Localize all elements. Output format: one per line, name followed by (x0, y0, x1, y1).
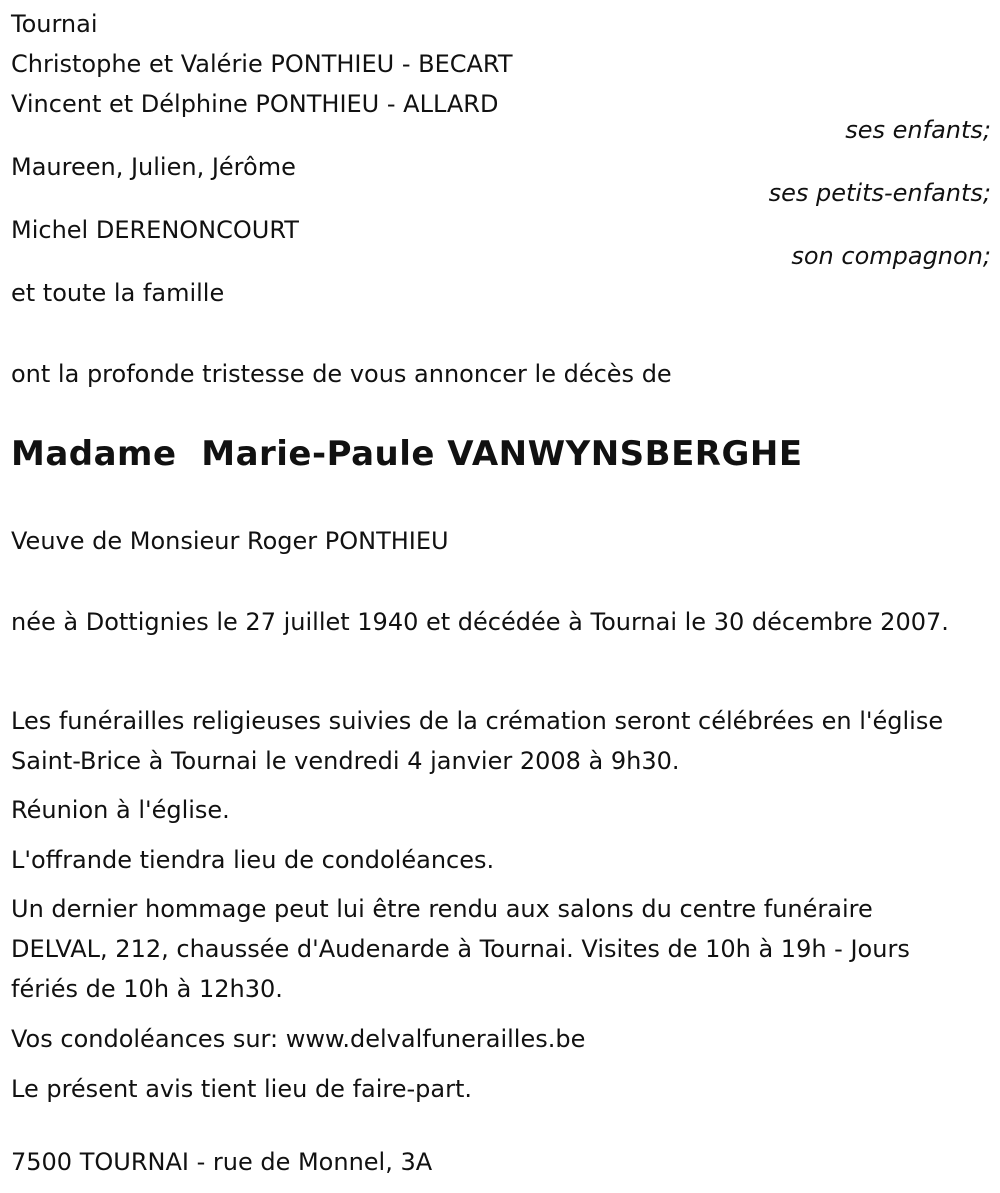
family-header (11, 10, 513, 130)
widow-of: Veuve de Monsieur Roger PONTHIEU (11, 527, 449, 555)
condolences-info: Vos condoléances sur: www.delvalfunerailles.be (11, 1025, 586, 1053)
family-line: et toute la famille (11, 279, 225, 307)
funeral-info: Les funérailles religieuses suivies de la crémation seront célébrées en l'église Saint-Brice à Tournai le vendredi 4 janvier 2008 à 9h30. (11, 707, 944, 775)
offering-info: L'offrande tiendra lieu de condoléances. (11, 846, 495, 874)
address: 7500 TOURNAI - rue de Monnel, 3A (11, 1148, 433, 1176)
deceased-honorific: Madame (11, 434, 177, 474)
deceased-full-name: Marie-Paule VANWYNSBERGHE (201, 434, 803, 474)
notice-info: Le présent avis tient lieu de faire-part. (11, 1075, 473, 1103)
deceased-name (11, 434, 803, 475)
grandchildren-role: ses petits-enfants; (768, 179, 991, 207)
homage-info: Un dernier hommage peut lui être rendu aux salons du centre funéraire DELVAL, 212, chaussée d'Audenarde à Tournai. Visites de 10h à 19h - Jours fériés de 10h à 12h30. (11, 895, 910, 1003)
birth-death: née à Dottignies le 27 juillet 1940 et décédée à Tournai le 30 décembre 2007. (11, 608, 949, 636)
companion: Michel DERENONCOURT (11, 216, 299, 244)
announcement: ont la profonde tristesse de vous annoncer le décès de (11, 360, 672, 388)
city: Tournai (11, 10, 98, 38)
children-line-1: Christophe et Valérie PONTHIEU - BECART (11, 50, 513, 78)
children-role: ses enfants; (845, 116, 991, 144)
meeting-info: Réunion à l'église. (11, 796, 230, 824)
grandchildren: Maureen, Julien, Jérôme (11, 153, 296, 181)
companion-role: son compagnon; (791, 242, 991, 270)
children-line-2: Vincent et Délphine PONTHIEU - ALLARD (11, 90, 499, 118)
